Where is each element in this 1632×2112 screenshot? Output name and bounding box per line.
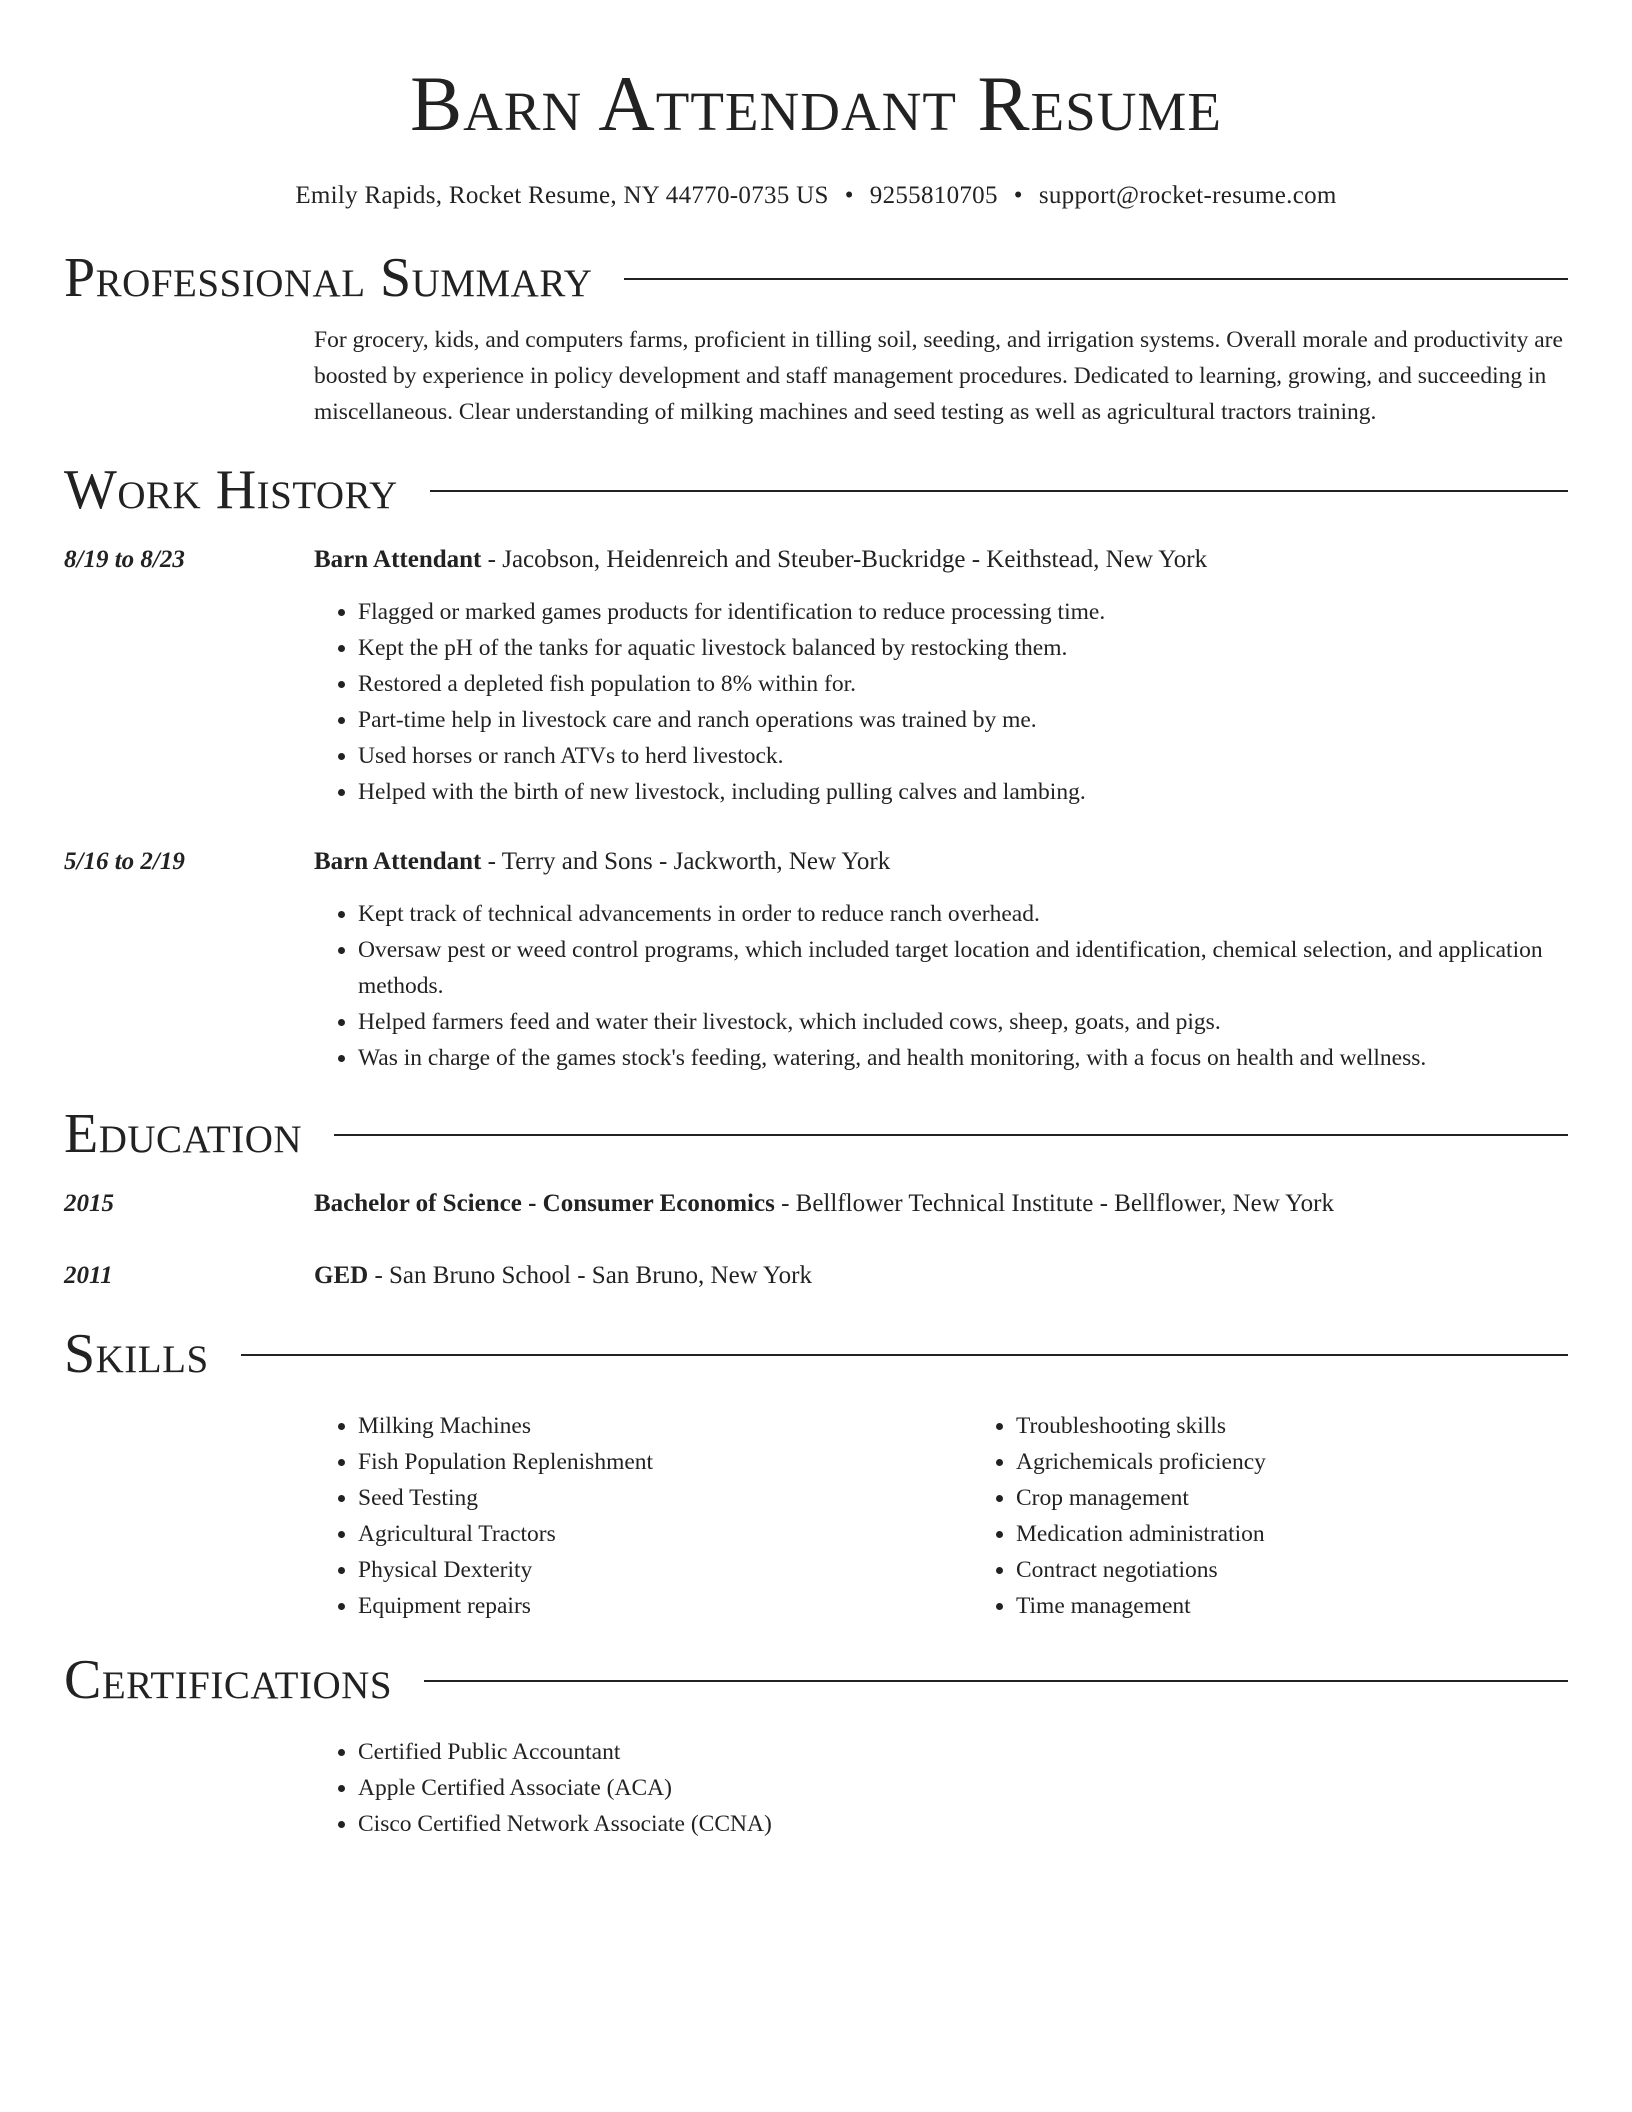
list-item: • Apple Certified Associate (ACA) <box>358 1770 1568 1806</box>
contact-line <box>64 180 1568 212</box>
skills-row <box>64 1386 1568 1624</box>
job-duties-list <box>314 896 1568 1076</box>
summary-spacer <box>64 322 314 430</box>
summary-text: For grocery, kids, and computers farms, proficient in tilling soil, seeding, and irrigation systems. Overall morale and productivity are boosted by experience in policy development and staff management procedures. Dedicated to learning, growing, and succeeding in miscellaneous. Clear understanding of milking machines and seed testing as well as agricultural tractors training. <box>314 327 1563 425</box>
job-duties-list <box>314 594 1568 810</box>
job-heading <box>314 844 1568 880</box>
education-heading <box>314 1186 1568 1222</box>
certifications-row <box>64 1712 1568 1842</box>
list-item: • Fish Population Replenishment <box>358 1444 972 1480</box>
section-header-certifications <box>64 1648 1568 1712</box>
job-dates: 8/19 to 8/23 <box>64 546 185 573</box>
section-title-skills: Skills <box>64 1323 209 1385</box>
education-degree: Bachelor of Science - Consumer Economics <box>314 1190 775 1217</box>
contact-address: Emily Rapids, Rocket Resume, NY 44770-0735 US <box>295 182 829 209</box>
education-degree: GED <box>314 1262 369 1289</box>
education-heading <box>314 1258 1568 1294</box>
list-item: • Medication administration <box>1016 1516 1630 1552</box>
job-heading <box>314 542 1568 578</box>
list-item: • Contract negotiations <box>1016 1552 1630 1588</box>
contact-phone: 9255810705 <box>869 182 998 209</box>
education-year: 2015 <box>64 1190 114 1217</box>
list-item: • Agricultural Tractors <box>358 1516 972 1552</box>
job-entry <box>64 542 1568 810</box>
education-entry <box>64 1258 1568 1294</box>
section-title-work-history: Work History <box>64 459 398 521</box>
section-header-skills <box>64 1322 1568 1386</box>
section-divider <box>334 1134 1568 1136</box>
section-divider <box>241 1354 1568 1356</box>
list-item: • Agrichemicals proficiency <box>1016 1444 1630 1480</box>
contact-separator: • <box>1013 182 1023 209</box>
list-item: • Kept track of technical advancements in order to reduce ranch overhead. <box>358 896 1568 932</box>
section-header-education <box>64 1102 1568 1166</box>
job-title: Barn Attendant <box>314 546 482 573</box>
skills-list-right <box>972 1408 1630 1624</box>
certifications-body <box>314 1712 1568 1842</box>
job-body <box>314 542 1568 810</box>
section-divider <box>424 1680 1568 1682</box>
education-entry <box>64 1186 1568 1222</box>
section-title-certifications: Certifications <box>64 1649 393 1711</box>
section-title-summary: Professional Summary <box>64 247 593 309</box>
section-divider <box>430 490 1568 492</box>
job-title: Barn Attendant <box>314 848 482 875</box>
list-item: • Certified Public Accountant <box>358 1734 1568 1770</box>
list-item: • Kept the pH of the tanks for aquatic livestock balanced by restocking them. <box>358 630 1568 666</box>
list-item: • Flagged or marked games products for identification to reduce processing time. <box>358 594 1568 630</box>
list-item: • Milking Machines <box>358 1408 972 1444</box>
section-header-work-history <box>64 458 1568 522</box>
job-employer-location: - Terry and Sons - Jackworth, New York <box>481 848 891 875</box>
certifications-list <box>314 1734 1568 1842</box>
section-header-summary <box>64 246 1568 310</box>
section-divider <box>624 278 1568 280</box>
list-item: • Crop management <box>1016 1480 1630 1516</box>
list-item: • Physical Dexterity <box>358 1552 972 1588</box>
list-item: • Seed Testing <box>358 1480 972 1516</box>
resume-title: Barn Attendant Resume <box>410 60 1222 147</box>
list-item: • Helped with the birth of new livestock, including pulling calves and lambing. <box>358 774 1568 810</box>
education-school-location: - San Bruno School - San Bruno, New York <box>368 1262 812 1289</box>
list-item: • Helped farmers feed and water their livestock, which included cows, sheep, goats, and pigs. <box>358 1004 1568 1040</box>
certifications-spacer <box>64 1712 314 1842</box>
education-year: 2011 <box>64 1262 113 1289</box>
list-item: • Was in charge of the games stock's feeding, watering, and health monitoring, with a focus on health and wellness. <box>358 1040 1568 1076</box>
contact-email: support@rocket-resume.com <box>1038 182 1337 209</box>
skills-spacer <box>64 1386 314 1624</box>
list-item: • Time management <box>1016 1588 1630 1624</box>
list-item: • Troubleshooting skills <box>1016 1408 1630 1444</box>
job-employer-location: - Jacobson, Heidenreich and Steuber-Buckridge - Keithstead, New York <box>481 546 1208 573</box>
section-title-education: Education <box>64 1103 303 1165</box>
skills-list-left <box>314 1408 972 1624</box>
list-item: • Cisco Certified Network Associate (CCNA) <box>358 1806 1568 1842</box>
list-item: • Restored a depleted fish population to 8% within for. <box>358 666 1568 702</box>
job-dates: 5/16 to 2/19 <box>64 848 185 875</box>
job-entry <box>64 844 1568 1076</box>
summary-row <box>64 322 1568 430</box>
skills-grid <box>314 1408 1630 1624</box>
list-item: • Part-time help in livestock care and ranch operations was trained by me. <box>358 702 1568 738</box>
list-item: • Used horses or ranch ATVs to herd livestock. <box>358 738 1568 774</box>
contact-separator: • <box>844 182 854 209</box>
education-school-location: - Bellflower Technical Institute - Bellflower, New York <box>774 1190 1334 1217</box>
list-item: • Equipment repairs <box>358 1588 972 1624</box>
list-item: • Oversaw pest or weed control programs, which included target location and identification, chemical selection, and application methods. <box>358 932 1568 1004</box>
job-body <box>314 844 1568 1076</box>
